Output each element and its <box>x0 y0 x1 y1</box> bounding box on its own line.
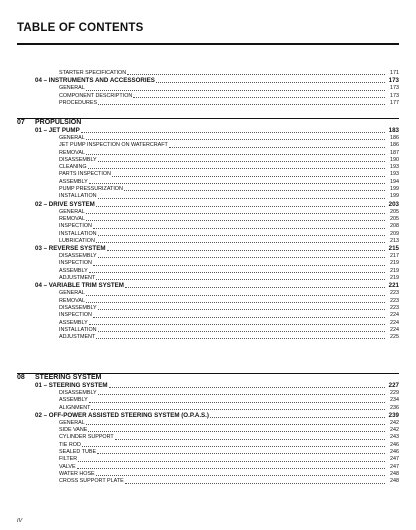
dot-leader <box>109 382 385 388</box>
section-number: 08 <box>17 374 25 381</box>
toc-entry-page: 205 <box>385 209 399 216</box>
dot-leader <box>86 209 385 214</box>
toc-entry-label: CROSS SUPPORT PLATE <box>17 478 125 485</box>
dot-leader <box>127 70 385 75</box>
toc-entry-label: PARTS INSPECTION <box>17 171 112 178</box>
toc-entry-page: 224 <box>385 327 399 334</box>
toc-entry[interactable] <box>17 298 399 305</box>
toc-entry-label: ASSEMBLY <box>17 268 89 275</box>
dot-leader <box>88 427 385 432</box>
dot-leader <box>86 135 385 140</box>
dot-leader <box>112 171 385 176</box>
toc-entry-page: 227 <box>385 382 399 390</box>
dot-leader <box>98 390 385 395</box>
toc-entry-page: 194 <box>385 179 399 186</box>
dot-leader <box>86 85 385 90</box>
toc-entry-page: 193 <box>385 171 399 178</box>
toc-entry-page: 247 <box>385 456 399 463</box>
dot-leader <box>86 298 385 303</box>
toc-entry-label: GENERAL <box>17 290 86 297</box>
toc-entry-page: 199 <box>385 193 399 200</box>
toc-entry[interactable] <box>17 405 399 412</box>
toc-entry-label: 02 – OFF-POWER ASSISTED STEERING SYSTEM (O.P.A.S.) <box>17 412 210 420</box>
dot-leader <box>93 312 385 317</box>
toc-entry-page: 246 <box>385 442 399 449</box>
toc-entry[interactable] <box>17 464 399 471</box>
toc-entry-label: PUMP PRESSURIZATION <box>17 186 124 193</box>
section-entries <box>17 382 399 486</box>
toc-entry-page: 242 <box>385 420 399 427</box>
toc-entry[interactable] <box>17 150 399 157</box>
toc-entry-label: GENERAL <box>17 85 86 92</box>
dot-leader <box>97 449 385 454</box>
toc-entry[interactable] <box>17 449 399 456</box>
dot-leader <box>98 193 385 198</box>
toc-entry[interactable] <box>17 209 399 216</box>
dot-leader <box>156 77 385 83</box>
dot-leader <box>96 334 385 339</box>
section-title: STEERING SYSTEM <box>35 374 102 381</box>
toc-entry[interactable] <box>17 382 399 390</box>
toc-entry-page: 236 <box>385 405 399 412</box>
toc-entry-page: 219 <box>385 268 399 275</box>
toc-entry-page: 209 <box>385 231 399 238</box>
toc-entry-label: CYLINDER SUPPORT <box>17 434 115 441</box>
dot-leader <box>210 412 385 418</box>
toc-entry[interactable] <box>17 327 399 334</box>
page-number: IV <box>17 518 23 524</box>
dot-leader <box>93 223 385 228</box>
dot-leader <box>98 327 385 332</box>
section-entries <box>17 127 399 341</box>
toc-entry-label: COMPONENT DESCRIPTION <box>17 93 133 100</box>
dot-leader <box>91 405 385 410</box>
toc-entry[interactable] <box>17 268 399 275</box>
dot-leader <box>81 127 385 133</box>
toc-entry[interactable] <box>17 390 399 397</box>
toc-entry-label: ASSEMBLY <box>17 320 89 327</box>
section-heading <box>17 119 399 127</box>
toc-entry-page: 223 <box>385 298 399 305</box>
toc-entry-label: INSPECTION <box>17 223 93 230</box>
page-title: TABLE OF CONTENTS <box>17 22 144 34</box>
dot-leader <box>98 157 385 162</box>
toc-entry-label: REMOVAL <box>17 150 86 157</box>
toc-entry-page: 171 <box>385 70 399 77</box>
toc-entry[interactable] <box>17 70 399 77</box>
dot-leader <box>96 471 385 476</box>
toc-entry[interactable] <box>17 179 399 186</box>
toc-entry-label: INSTALLATION <box>17 231 98 238</box>
toc-entry-label: SIDE VANE <box>17 427 88 434</box>
toc-entry-page: 203 <box>385 201 399 209</box>
dot-leader <box>98 305 385 310</box>
section-number: 07 <box>17 119 25 126</box>
toc-entry-label: ALIGNMENT <box>17 405 91 412</box>
section-propulsion <box>17 118 399 341</box>
dot-leader <box>93 260 385 265</box>
toc-entry-label: 04 – INSTRUMENTS AND ACCESSORIES <box>17 77 156 85</box>
toc-entry-label: INSTALLATION <box>17 327 98 334</box>
toc-entry[interactable] <box>17 135 399 142</box>
toc-entry-page: 219 <box>385 260 399 267</box>
toc-entry-page: 199 <box>385 186 399 193</box>
toc-entry[interactable] <box>17 201 399 209</box>
dot-leader <box>89 397 385 402</box>
toc-entry-page: 173 <box>385 85 399 92</box>
dot-leader <box>77 464 385 469</box>
toc-entry-label: INSTALLATION <box>17 193 98 200</box>
toc-entry-page: 186 <box>385 135 399 142</box>
dot-leader <box>125 282 385 288</box>
toc-entry-page: 219 <box>385 275 399 282</box>
dot-leader <box>86 420 385 425</box>
dot-leader <box>98 231 385 236</box>
toc-entry-page: 186 <box>385 142 399 149</box>
toc-entry-label: 03 – REVERSE SYSTEM <box>17 245 107 253</box>
toc-entry-page: 183 <box>385 127 399 135</box>
toc-entry[interactable] <box>17 100 399 107</box>
toc-entry-label: DISASSEMBLY <box>17 390 98 397</box>
toc-entry-label: VALVE <box>17 464 77 471</box>
toc-entry-page: 205 <box>385 216 399 223</box>
toc-entry-label: ASSEMBLY <box>17 397 89 404</box>
toc-entry[interactable] <box>17 420 399 427</box>
toc-entry[interactable] <box>17 223 399 230</box>
dot-leader <box>96 201 385 207</box>
dot-leader <box>107 245 386 251</box>
toc-entry-page: 215 <box>385 245 399 253</box>
toc-entry-label: GENERAL <box>17 420 86 427</box>
toc-entry[interactable] <box>17 305 399 312</box>
toc-entry[interactable] <box>17 77 399 85</box>
toc-entry-page: 229 <box>385 390 399 397</box>
toc-entry-label: WATER HOSE <box>17 471 96 478</box>
dot-leader <box>88 164 385 169</box>
toc-entry[interactable] <box>17 260 399 267</box>
dot-leader <box>86 290 385 295</box>
toc-entry-page: 193 <box>385 164 399 171</box>
dot-leader <box>78 456 385 461</box>
toc-entry-page: 223 <box>385 305 399 312</box>
toc-entry-page: 239 <box>385 412 399 420</box>
toc-entry[interactable] <box>17 127 399 135</box>
toc-entry-page: 173 <box>385 77 399 85</box>
toc-entry[interactable] <box>17 85 399 92</box>
toc-entry[interactable] <box>17 216 399 223</box>
toc-entry[interactable] <box>17 312 399 319</box>
toc-entry[interactable] <box>17 320 399 327</box>
toc-entry-page: 247 <box>385 464 399 471</box>
dot-leader <box>82 442 385 447</box>
dot-leader <box>115 434 385 439</box>
toc-entry[interactable] <box>17 164 399 171</box>
toc-entry-label: CLEANING <box>17 164 88 171</box>
toc-entry[interactable] <box>17 245 399 253</box>
dot-leader <box>169 142 385 147</box>
dot-leader <box>86 150 385 155</box>
dot-leader <box>98 100 385 105</box>
toc-entry-page: 213 <box>385 238 399 245</box>
dot-leader <box>98 253 385 258</box>
toc-entry-page: 242 <box>385 427 399 434</box>
toc-entry[interactable] <box>17 157 399 164</box>
toc-entry-page: 248 <box>385 478 399 485</box>
toc-entry-label: ASSEMBLY <box>17 179 89 186</box>
toc-entry-page: 190 <box>385 157 399 164</box>
title-divider <box>17 43 399 45</box>
toc-entry-page: 177 <box>385 100 399 107</box>
toc-entry[interactable] <box>17 442 399 449</box>
toc-entry[interactable] <box>17 282 399 290</box>
toc-entry-label: DISASSEMBLY <box>17 157 98 164</box>
toc-entry-page: 248 <box>385 471 399 478</box>
dot-leader <box>89 320 385 325</box>
dot-leader <box>96 238 385 243</box>
toc-entry-label: ADJUSTMENT <box>17 275 96 282</box>
toc-entry-page: 223 <box>385 290 399 297</box>
section-title: PROPULSION <box>35 119 82 126</box>
toc-entry[interactable] <box>17 93 399 100</box>
toc-entry[interactable] <box>17 186 399 193</box>
toc-entry[interactable] <box>17 456 399 463</box>
toc-entry-label: REMOVAL <box>17 216 86 223</box>
toc-entry[interactable] <box>17 171 399 178</box>
toc-entry-label: INSPECTION <box>17 312 93 319</box>
toc-entry[interactable] <box>17 334 399 341</box>
toc-entry-label: STARTER SPECIFICATION <box>17 70 127 77</box>
toc-entry-label: GENERAL <box>17 135 86 142</box>
toc-entry-label: 02 – DRIVE SYSTEM <box>17 201 96 209</box>
toc-entry-label: LUBRICATION <box>17 238 96 245</box>
dot-leader <box>96 275 385 280</box>
toc-entry-label: JET PUMP INSPECTION ON WATERCRAFT <box>17 142 169 149</box>
toc-entry-page: 246 <box>385 449 399 456</box>
toc-entry[interactable] <box>17 397 399 404</box>
toc-entry[interactable] <box>17 427 399 434</box>
toc-entry-page: 187 <box>385 150 399 157</box>
section-steering-system <box>17 373 399 486</box>
dot-leader <box>89 179 385 184</box>
dot-leader <box>86 216 385 221</box>
toc-entry[interactable] <box>17 142 399 149</box>
dot-leader <box>89 268 385 273</box>
toc-entry-page: 234 <box>385 397 399 404</box>
toc-entry[interactable] <box>17 275 399 282</box>
section-heading <box>17 374 399 382</box>
toc-entry-label: 01 – JET PUMP <box>17 127 81 135</box>
toc-entry-label: DISASSEMBLY <box>17 253 98 260</box>
toc-entry-label: 04 – VARIABLE TRIM SYSTEM <box>17 282 125 290</box>
toc-entry[interactable] <box>17 253 399 260</box>
toc-entry-label: SEALED TUBE <box>17 449 97 456</box>
dot-leader <box>133 93 385 98</box>
toc-entry[interactable] <box>17 231 399 238</box>
toc-entry[interactable] <box>17 290 399 297</box>
toc-entry[interactable] <box>17 434 399 441</box>
toc-entry-label: PROCEDURES <box>17 100 98 107</box>
toc-entry-label: GENERAL <box>17 209 86 216</box>
toc-entry-label: TIE ROD <box>17 442 82 449</box>
toc-entry[interactable] <box>17 193 399 200</box>
toc-entry-label: REMOVAL <box>17 298 86 305</box>
toc-entry-page: 173 <box>385 93 399 100</box>
dot-leader <box>125 478 385 483</box>
toc-entry[interactable] <box>17 478 399 485</box>
toc-entry-page: 208 <box>385 223 399 230</box>
toc-entry[interactable] <box>17 238 399 245</box>
toc-entry-label: FILTER <box>17 456 78 463</box>
toc-entry-page: 243 <box>385 434 399 441</box>
toc-entry-page: 224 <box>385 312 399 319</box>
toc-continued-entries <box>17 70 399 107</box>
toc-entry-label: DISASSEMBLY <box>17 305 98 312</box>
toc-entry-page: 224 <box>385 320 399 327</box>
toc-entry-page: 225 <box>385 334 399 341</box>
toc-entry-page: 221 <box>385 282 399 290</box>
toc-entry-page: 217 <box>385 253 399 260</box>
toc-entry-label: ADJUSTMENT <box>17 334 96 341</box>
dot-leader <box>124 186 385 191</box>
toc-entry[interactable] <box>17 412 399 420</box>
toc-entry[interactable] <box>17 471 399 478</box>
toc-entry-label: INSPECTION <box>17 260 93 267</box>
toc-entry-label: 01 – STEERING SYSTEM <box>17 382 109 390</box>
